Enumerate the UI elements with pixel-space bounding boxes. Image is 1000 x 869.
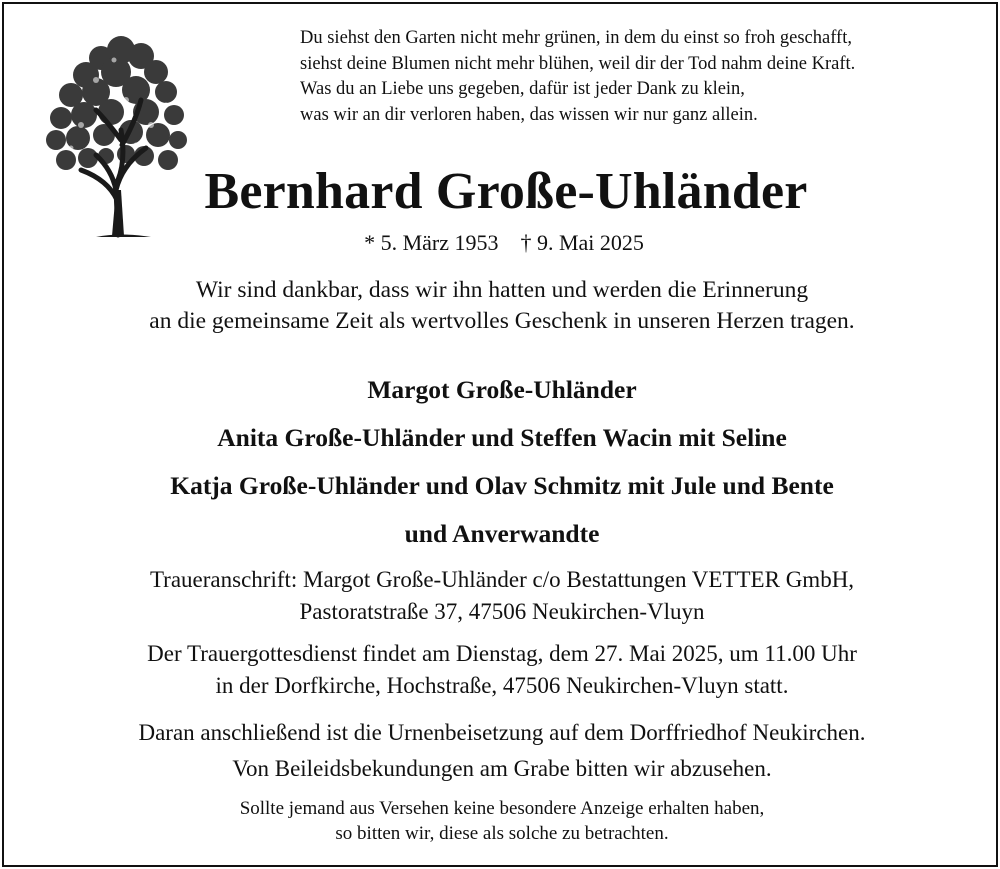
burial-line: Von Beileidsbekundungen am Grabe bitten wir abzusehen. — [232, 756, 772, 781]
mourner: Anita Große-Uhländer und Steffen Wacin mit Seline — [217, 423, 787, 452]
burial-line: Daran anschließend ist die Urnenbeisetzung auf dem Dorffriedhof Neukirchen. — [138, 720, 866, 745]
mourner: und Anverwandte — [404, 519, 600, 548]
address-line: Pastoratstraße 37, 47506 Neukirchen-Vluyn — [299, 599, 705, 624]
address-line: Traueranschrift: Margot Große-Uhländer c/o Bestattungen VETTER GmbH, — [149, 567, 855, 592]
deceased-name-text: Bernhard Große-Uhländer — [204, 163, 808, 220]
mourners-list — [4, 366, 1000, 558]
gratitude-line: an die gemeinsame Zeit als wertvolles Geschenk in unseren Herzen tragen. — [149, 308, 855, 334]
poem — [300, 26, 990, 128]
life-dates — [4, 230, 1000, 256]
poem-line: Was du an Liebe uns gegeben, dafür ist jeder Dank zu klein, — [300, 79, 745, 99]
poem-line: was wir an dir verloren haben, das wissen wir nur ganz allein. — [300, 104, 758, 125]
mourner: Margot Große-Uhländer — [367, 375, 637, 404]
poem-line: siehst deine Blumen nicht mehr blühen, weil dir der Tod nahm deine Kraft. — [300, 53, 856, 74]
service-line: Der Trauergottesdienst findet am Dienstag, dem 27. Mai 2025, um 11.00 Uhr — [147, 641, 857, 666]
gratitude-line: Wir sind dankbar, dass wir ihn hatten und werden die Erinnerung — [195, 277, 809, 303]
notice-text — [4, 796, 1000, 846]
poem-line: Du siehst den Garten nicht mehr grünen, in dem du einst so froh geschafft, — [300, 28, 852, 48]
death-date: † 9. Mai 2025 — [520, 230, 644, 255]
deceased-name — [4, 162, 1000, 221]
obituary-card — [2, 2, 998, 867]
mourning-address — [4, 564, 1000, 628]
urn-burial — [4, 715, 1000, 787]
funeral-service — [4, 638, 1000, 702]
mourner: Katja Große-Uhländer und Olav Schmitz mit Jule und Bente — [170, 471, 834, 500]
birth-date: * 5. März 1953 — [364, 230, 499, 255]
notice-line: so bitten wir, diese als solche zu betrachten. — [335, 823, 669, 844]
gratitude-text — [4, 275, 1000, 337]
service-line: in der Dorfkirche, Hochstraße, 47506 Neukirchen-Vluyn statt. — [215, 673, 789, 698]
notice-line: Sollte jemand aus Versehen keine besondere Anzeige erhalten haben, — [239, 798, 765, 819]
